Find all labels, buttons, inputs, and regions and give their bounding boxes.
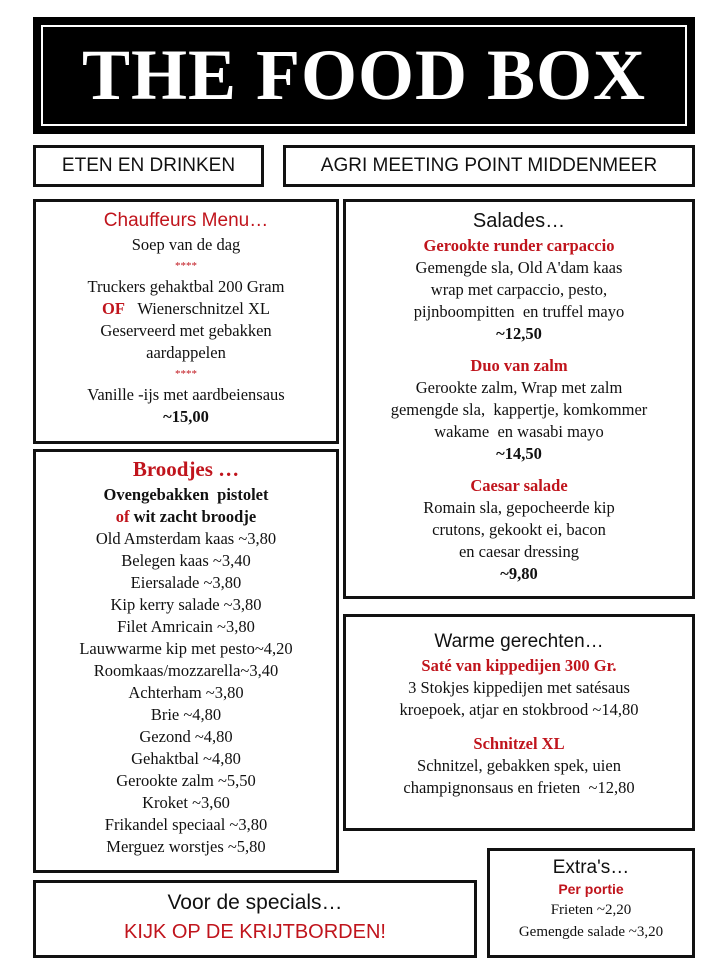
sandwich-item: Filet Amricain ~3,80 [117,617,255,636]
salad-name: Caesar salade [470,476,568,495]
menu-line: Truckers gehaktbal 200 Gram [87,277,285,296]
specials-box [33,880,477,958]
sandwich-item: Roomkaas/mozzarella~3,40 [93,661,279,680]
salad-name: Duo van zalm [470,356,568,375]
dish-description: champignonsaus en frieten ~12,80 [403,778,635,797]
dish-name: Schnitzel XL [473,734,565,753]
sandwich-item: Gehaktbal ~4,80 [131,749,241,768]
menu-line: Geserveerd met gebakken [100,321,272,340]
sandwich-item: Brie ~4,80 [150,705,222,724]
salad-description: wakame en wasabi mayo [434,422,604,441]
salad-description: Gemengde sla, Old A'dam kaas [415,258,623,277]
salad-description: wrap met carpaccio, pesto, [430,280,608,299]
broodjes-heading: Broodjes … [132,457,240,481]
salad-description: gemengde sla, kappertje, komkommer [390,400,648,419]
separator: **** [175,260,197,272]
extra-item: Frieten ~2,20 [550,902,632,918]
warme-heading: Warme gerechten… [434,631,604,652]
price: ~14,50 [496,444,542,463]
salades-heading: Salades… [472,210,566,232]
salades-menu [343,199,695,599]
extra-item: Gemengde salade ~3,20 [518,924,664,940]
sandwich-item: Old Amsterdam kaas ~3,80 [95,529,277,548]
dish-description: 3 Stokjes kippedijen met satésaus [408,678,630,697]
dish-description: kroepoek, atjar en stokbrood ~14,80 [399,700,639,719]
sandwich-item: Eiersalade ~3,80 [130,573,242,592]
sandwich-item: Achterham ~3,80 [128,683,244,702]
menu-line: Wienerschnitzel XL [137,299,270,318]
price: ~12,50 [496,324,542,343]
sandwich-item: Kroket ~3,60 [142,793,230,812]
salad-name: Gerookte runder carpaccio [423,236,615,255]
salad-description: Romain sla, gepocheerde kip [423,498,615,517]
price: ~9,80 [500,564,538,583]
sandwich-item: Belegen kaas ~3,40 [121,551,251,570]
extras-box [487,848,695,958]
extras-sub: Per portie [558,881,624,897]
sandwich-item: Gezond ~4,80 [139,727,233,746]
salad-description: Gerookte zalm, Wrap met zalm [415,378,623,397]
warme-gerechten-menu [343,614,695,831]
menu-line: Vanille -ijs met aardbeiensaus [87,385,285,404]
menu-line: aardappelen [146,343,226,362]
sandwich-item: Kip kerry salade ~3,80 [110,595,262,614]
dish-description: Schnitzel, gebakken spek, uien [417,756,621,775]
tagline-right: AGRI MEETING POINT MIDDENMEER [283,145,695,187]
specials-callout: KIJK OP DE KRIJTBORDEN! [124,921,386,943]
sandwich-item: Lauwwarme kip met pesto~4,20 [79,639,293,658]
salad-description: crutons, gekookt ei, bacon [432,520,606,539]
sandwich-item: Merguez worstjes ~5,80 [106,837,266,856]
sandwich-item: Frikandel speciaal ~3,80 [104,815,268,834]
bread-option: Ovengebakken pistolet [103,485,269,504]
salad-description: en caesar dressing [458,542,580,561]
chauffeurs-menu [33,199,339,444]
or-label: OF [102,299,125,318]
sandwich-item: Gerookte zalm ~5,50 [116,771,256,790]
restaurant-title: THE FOOD BOX [81,35,647,115]
dish-name: Saté van kippedijen 300 Gr. [421,656,617,675]
salad-description: pijnboompitten en truffel mayo [413,302,625,321]
extras-heading: Extra's… [552,857,630,878]
chauffeurs-heading: Chauffeurs Menu… [103,210,269,231]
or-label: of [115,507,130,526]
specials-line: Voor de specials… [167,891,343,914]
bread-option: wit zacht broodje [133,507,257,526]
separator: **** [175,368,197,380]
tagline-left: ETEN EN DRINKEN [33,145,264,187]
menu-line: Soep van de dag [131,235,241,254]
broodjes-menu [33,449,339,873]
price: ~15,00 [163,407,209,426]
header-banner [33,17,695,134]
